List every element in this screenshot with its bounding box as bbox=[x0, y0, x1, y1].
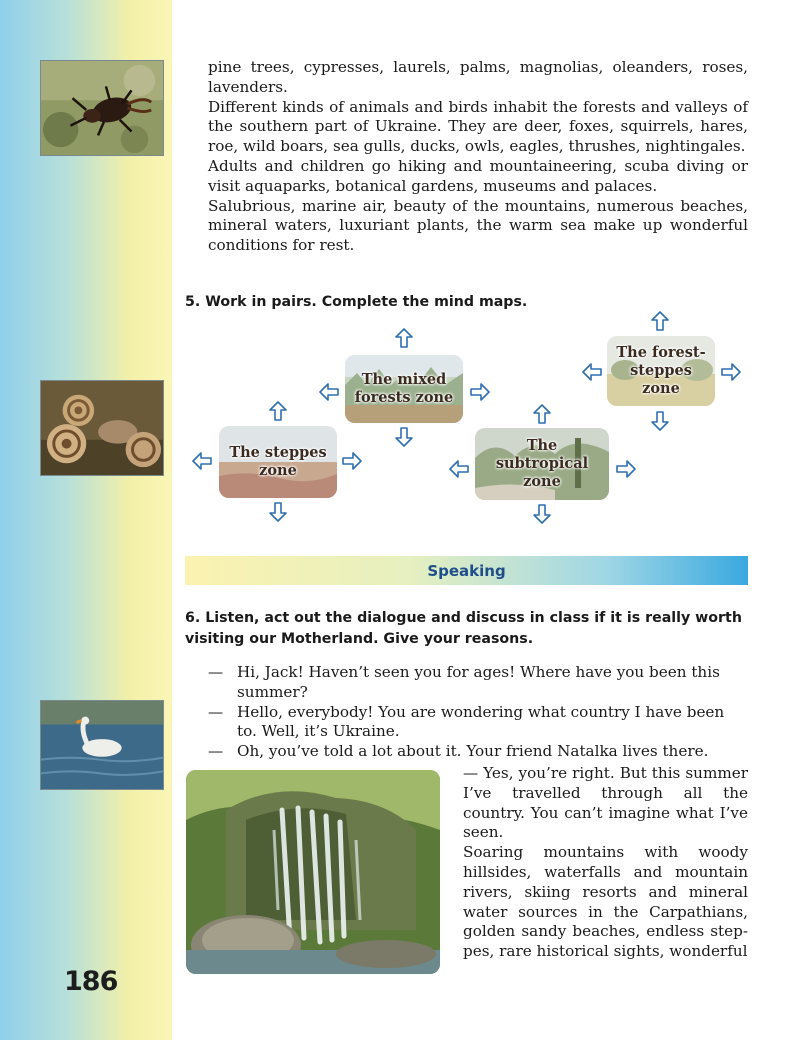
speaking-section-header bbox=[185, 556, 748, 585]
arrow-right-icon bbox=[615, 458, 637, 480]
dialogue-line bbox=[208, 742, 748, 762]
zone-label: The mixed forests zone bbox=[354, 371, 454, 406]
snails-photo bbox=[40, 380, 164, 476]
reading-paragraph: Salubrious, marine air, beauty of the mountains, numerous beaches, mineral waters, luxuriant plants, the warm sea make up wonderful conditions for rest. bbox=[208, 196, 748, 255]
arrow-down-icon bbox=[393, 426, 415, 448]
stag-beetle-photo bbox=[40, 60, 164, 156]
reading-paragraph: Adults and children go hiking and mountaineering, scuba diving or visit aquaparks, botanical gardens, museums and palaces. bbox=[208, 156, 748, 195]
dialogue-line-text: Hi, Jack! Haven’t seen you for ages! Where have you been this summer? bbox=[237, 663, 720, 701]
arrow-down-icon bbox=[649, 410, 671, 432]
reading-paragraph: Different kinds of animals and birds inhabit the forests and valleys of the southern part of Ukraine. They are deer, foxes, squirrels, hares, roe, wild boars, sea gulls, ducks, owls, eagles, thrushes, nightingales. bbox=[208, 97, 748, 156]
arrow-left-icon bbox=[318, 381, 340, 403]
arrow-down-icon bbox=[531, 503, 553, 525]
dialogue-line-text: Oh, you’ve told a lot about it. Your friend Natalka lives there. bbox=[237, 742, 709, 761]
dialogue-dash: — bbox=[208, 742, 224, 761]
arrow-up-icon bbox=[531, 403, 553, 425]
reply-paragraph: — Yes, you’re right. But this summer I’ve travelled through all the country. You can’t imagine what I’ve seen. bbox=[463, 764, 748, 842]
zone-label: The subtropical zone bbox=[495, 437, 589, 490]
task-6-instruction: 6. Listen, act out the dialogue and discuss in class if it is really worth visiting our Motherland. Give your reasons. bbox=[185, 610, 742, 647]
arrow-right-icon bbox=[720, 361, 742, 383]
mind-map-steppes bbox=[219, 426, 337, 498]
dialogue-line bbox=[208, 703, 748, 743]
reading-text bbox=[208, 58, 748, 256]
arrow-down-icon bbox=[267, 501, 289, 523]
mind-map-forest-steppes bbox=[607, 336, 715, 406]
arrow-left-icon bbox=[448, 458, 470, 480]
arrow-up-icon bbox=[649, 310, 671, 332]
continuation-paragraph: Soaring mountains with woody hillsides, waterfalls and mountain rivers, skiing resorts and mineral water sources in the Carpathians, golden sandy beaches, endless step-pes, rare historical sights, wonderful bbox=[463, 843, 748, 961]
dialogue-line bbox=[208, 663, 748, 703]
swan-photo bbox=[40, 700, 164, 790]
dialogue-reply bbox=[463, 764, 748, 962]
arrow-right-icon bbox=[469, 381, 491, 403]
arrow-right-icon bbox=[341, 450, 363, 472]
dialogue-line-text: Hello, everybody! You are wondering what country I have been to. Well, it’s Ukraine. bbox=[237, 702, 725, 741]
arrow-up-icon bbox=[393, 327, 415, 349]
dialogue bbox=[208, 663, 748, 762]
dialogue-dash: — bbox=[208, 702, 224, 721]
zone-label: The steppes zone bbox=[229, 444, 327, 479]
zone-label: The forest-steppes zone bbox=[616, 344, 706, 397]
waterfall-photo bbox=[186, 770, 440, 974]
task-5-instruction: 5. Work in pairs. Complete the mind maps. bbox=[185, 294, 528, 310]
side-decorative-band bbox=[0, 0, 172, 1040]
mind-map-mixed-forests bbox=[345, 355, 463, 423]
arrow-left-icon bbox=[581, 361, 603, 383]
dialogue-dash: — bbox=[208, 663, 224, 681]
speaking-heading: Speaking bbox=[427, 561, 506, 580]
arrow-left-icon bbox=[191, 450, 213, 472]
mind-map-subtropical bbox=[475, 428, 609, 500]
reading-paragraph: pine trees, cypresses, laurels, palms, magnolias, oleanders, roses, lavenders. bbox=[208, 58, 748, 96]
arrow-up-icon bbox=[267, 400, 289, 422]
page-number: 186 bbox=[64, 966, 118, 997]
